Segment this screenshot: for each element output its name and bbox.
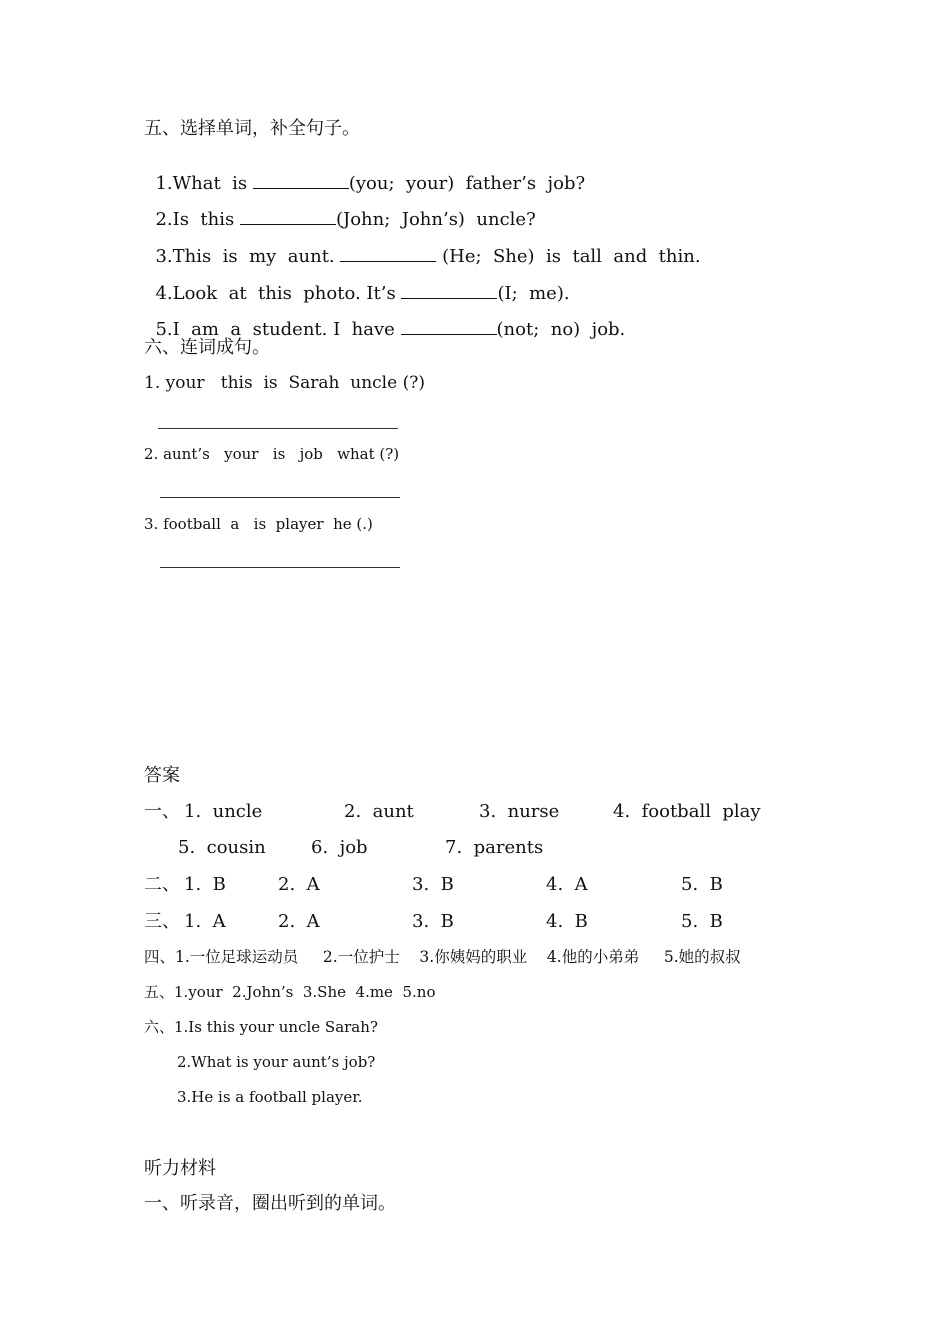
answer-row-label: 一、 (144, 801, 180, 822)
answer-cell: 1. A (184, 911, 226, 932)
answer-cell: 4. B (546, 911, 588, 932)
answer-cell: 5. B (681, 874, 723, 895)
answer-row-4: 四、1.一位足球运动员 2.一位护士 3.你姨妈的职业 4.他的小弟弟 5.她的叔叔 (144, 948, 741, 966)
fill-sentence-3 (144, 229, 701, 266)
answer-blank[interactable] (340, 247, 436, 262)
answers-title: 答案 (144, 765, 180, 786)
answer-cell: 2. A (278, 911, 320, 932)
fill-sentence-1 (144, 156, 585, 193)
answer-cell: 2. A (278, 874, 320, 895)
sentence-pre: 1.What is (155, 173, 253, 194)
answer-blank[interactable] (240, 210, 336, 225)
fill-sentence-4 (144, 266, 570, 303)
answer-cell: 1. uncle (184, 801, 263, 822)
sentence-pre: 5.I am a student. I have (155, 319, 401, 340)
sentence-pre: 3.This is my aunt. (155, 246, 341, 267)
sentence-post: (He; She) is tall and thin. (436, 246, 701, 267)
sentence-pre: 4.Look at this photo. It’s (155, 283, 402, 304)
answer-line-1[interactable] (158, 428, 398, 429)
listening-title: 听力材料 (144, 1158, 216, 1179)
reorder-item-1: 1. your this is Sarah uncle (?) (144, 373, 425, 393)
answer-cell: 3. B (412, 874, 454, 895)
answer-cell: 1. B (184, 874, 226, 895)
answer-cell: 7. parents (445, 837, 544, 858)
answer-row-6-third: 3.He is a football player. (177, 1088, 363, 1106)
sentence-post: (John; John’s) uncle? (335, 209, 536, 230)
answer-row-label: 三、 (144, 911, 180, 932)
section5-heading: 五、选择单词，补全句子。 (144, 118, 360, 139)
answer-cell: 5. cousin (178, 837, 266, 858)
section6-heading: 六、连词成句。 (144, 337, 270, 358)
reorder-item-2: 2. aunt’s your is job what (?) (144, 445, 400, 463)
answer-row-6-second: 2.What is your aunt’s job? (177, 1053, 376, 1071)
answer-blank[interactable] (401, 284, 497, 299)
fill-sentence-2 (144, 192, 536, 229)
answer-cell: 4. football play (613, 801, 761, 822)
reorder-item-3: 3. football a is player he (.) (144, 515, 373, 533)
sentence-post: (you; your) father’s job? (348, 173, 586, 194)
listening-heading: 一、听录音，圈出听到的单词。 (144, 1193, 396, 1214)
answer-row-label: 二、 (144, 874, 180, 895)
answer-blank[interactable] (401, 320, 497, 335)
answer-cell: 4. A (546, 874, 588, 895)
answer-line-3[interactable] (160, 567, 400, 568)
answer-blank[interactable] (253, 174, 349, 189)
sentence-post: (not; no) job. (496, 319, 626, 340)
answer-row-5: 五、1.your 2.John’s 3.She 4.me 5.no (144, 983, 436, 1001)
fill-sentence-5 (144, 302, 625, 339)
answer-cell: 3. B (412, 911, 454, 932)
sentence-pre: 2.Is this (155, 209, 240, 230)
answer-cell: 5. B (681, 911, 723, 932)
sentence-post: (I; me). (497, 283, 570, 304)
answer-cell: 2. aunt (344, 801, 414, 822)
answer-cell: 3. nurse (479, 801, 560, 822)
answer-cell: 6. job (311, 837, 368, 858)
answer-row-6-first: 六、1.Is this your uncle Sarah? (144, 1018, 378, 1036)
answer-line-2[interactable] (160, 497, 400, 498)
